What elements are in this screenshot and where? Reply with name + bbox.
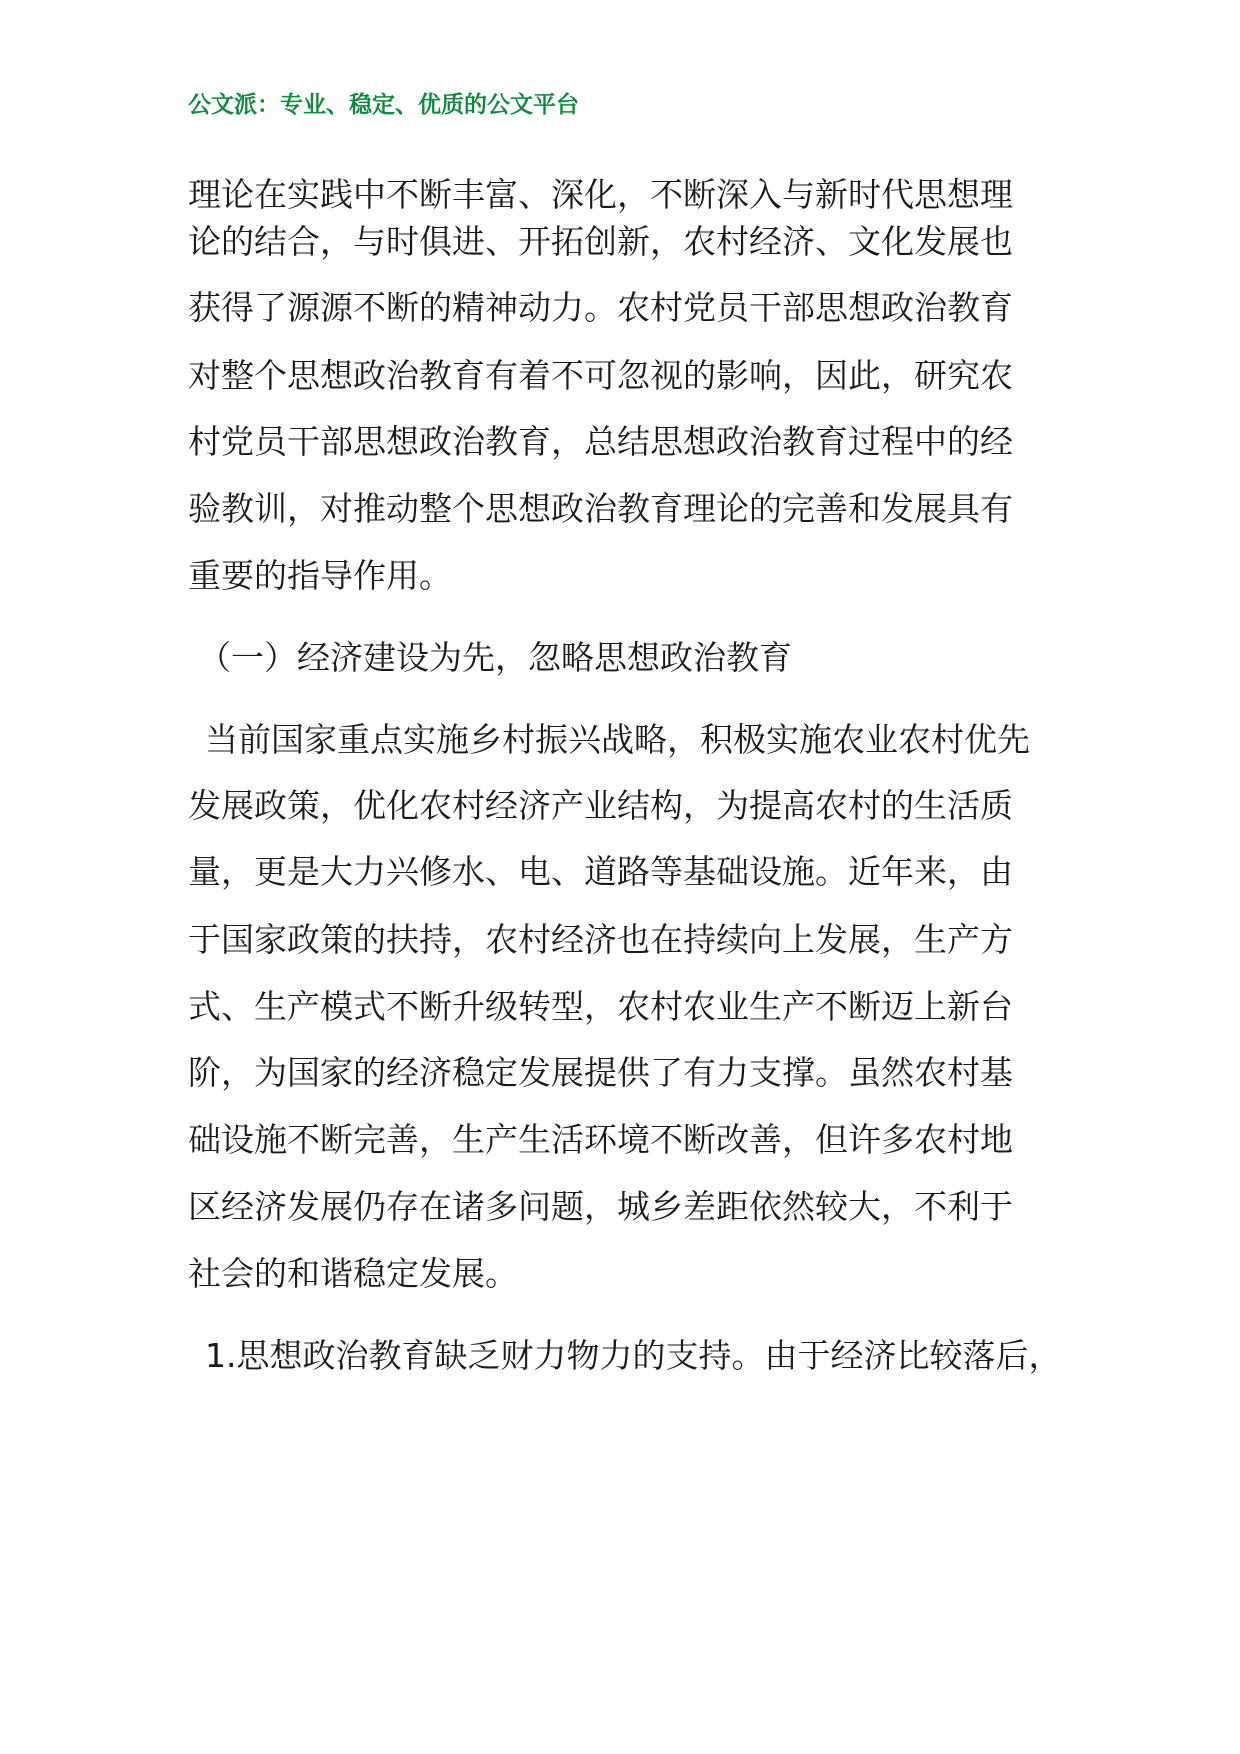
paragraph-2-line-2: 发展政策，优化农村经济产业结构，为提高农村的生活质 <box>188 786 1013 825</box>
paragraph-2-line-6: 阶，为国家的经济稳定发展提供了有力支撑。虽然农村基 <box>188 1053 1013 1092</box>
paragraph-1-line-5: 村党员干部思想政治教育，总结思想政治教育过程中的经 <box>188 422 1013 461</box>
paragraph-2-line-3: 量，更是大力兴修水、电、道路等基础设施。近年来，由 <box>188 852 1013 891</box>
paragraph-2-line-7: 础设施不断完善，生产生活环境不断改善，但许多农村地 <box>188 1120 1013 1159</box>
paragraph-1-line-2: 论的结合，与时俱进、开拓创新，农村经济、文化发展也 <box>188 222 1013 261</box>
document-header: 公文派：专业、稳定、优质的公文平台 <box>188 92 579 118</box>
paragraph-2-line-5: 式、生产模式不断升级转型，农村农业生产不断迈上新台 <box>188 987 1013 1026</box>
paragraph-2-line-4: 于国家政策的扶持，农村经济也在持续向上发展，生产方 <box>188 920 1013 959</box>
paragraph-1-line-3: 获得了源源不断的精神动力。农村党员干部思想政治教育 <box>188 288 1013 327</box>
paragraph-2-line-9: 社会的和谐稳定发展。 <box>188 1254 518 1293</box>
paragraph-2-line-1: 当前国家重点实施乡村振兴战略，积极实施农业农村优先 <box>205 720 1030 759</box>
section-heading: （一）经济建设为先，忽略思想政治教育 <box>198 638 792 677</box>
paragraph-2-line-8: 区经济发展仍存在诸多问题，城乡差距依然较大，不利于 <box>188 1187 1013 1226</box>
paragraph-1-line-1: 理论在实践中不断丰富、深化，不断深入与新时代思想理 <box>188 175 1013 214</box>
paragraph-1-line-4: 对整个思想政治教育有着不可忽视的影响，因此，研究农 <box>188 356 1013 395</box>
paragraph-1-line-7: 重要的指导作用。 <box>188 556 452 595</box>
paragraph-3-line-1: 1.思想政治教育缺乏财力物力的支持。由于经济比较落后， <box>205 1336 1062 1375</box>
paragraph-1-line-6: 验教训，对推动整个思想政治教育理论的完善和发展具有 <box>188 489 1013 528</box>
